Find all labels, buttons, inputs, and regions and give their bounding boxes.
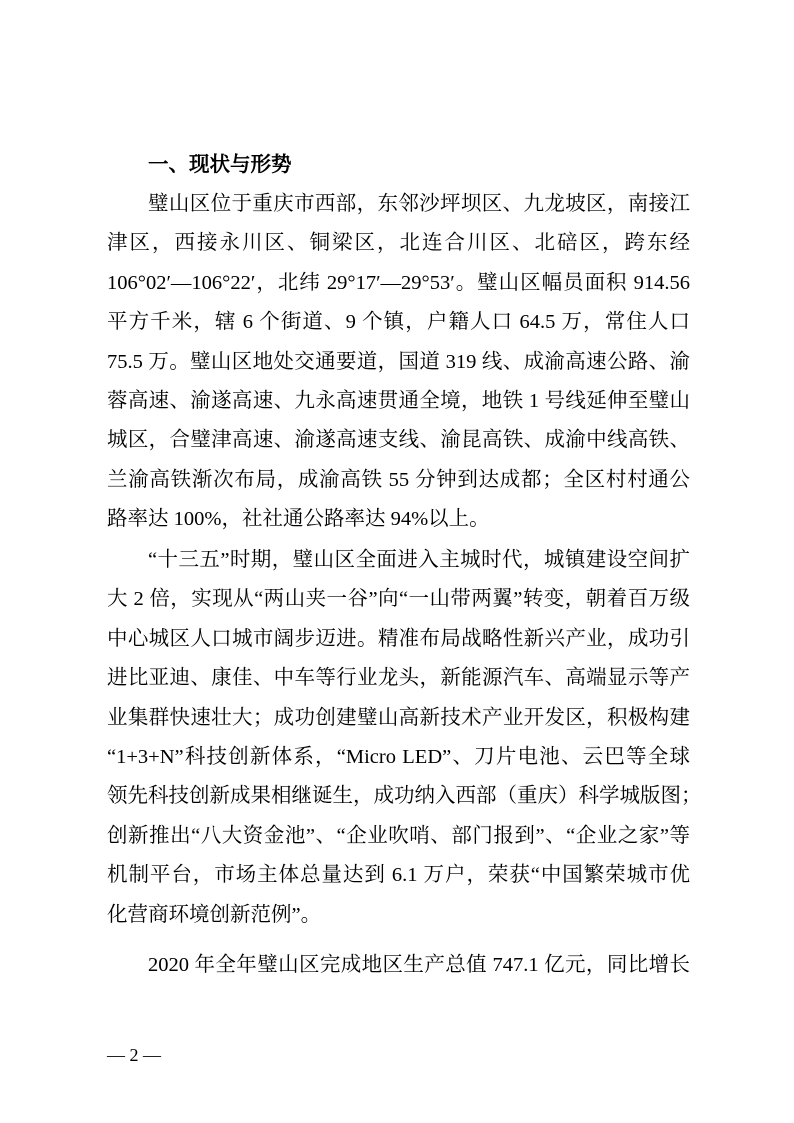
section-heading: 一、现状与形势 <box>148 152 292 176</box>
text-line: 2020 年全年璧山区完成地区生产总值 747.1 亿元，同比增长 <box>148 954 690 976</box>
text-line: 蓉高速、渝遂高速、九永高速贯通全境，地铁 1 号线延伸至璧山 <box>107 389 690 412</box>
text-line: 璧山区位于重庆市西部，东邻沙坪坝区、九龙坡区，南接江 <box>148 193 690 215</box>
text-line: 106°02′—106°22′，北纬 29°17′—29°53′。璧山区幅员面积 914.56 <box>107 271 690 294</box>
text-line: 大 2 倍，实现从“两山夹一谷”向“一山带两翼”转变，朝着百万级 <box>107 588 690 611</box>
text-line: 城区，合璧津高速、渝遂高速支线、渝昆高铁、成渝中线高铁、 <box>107 429 690 452</box>
page-number: — 2 — <box>107 1045 161 1065</box>
text-line: “1+3+N”科技创新体系，“Micro LED”、刀片电池、云巴等全球 <box>107 745 690 768</box>
text-line: 机制平台，市场主体总量达到 6.1 万户，荣获“中国繁荣城市优 <box>107 864 690 887</box>
text-line: 路率达 100%，社社通公路率达 94%以上。 <box>107 508 490 531</box>
text-line: 化营商环境创新范例”。 <box>107 903 322 926</box>
text-line: 平方千米，辖 6 个街道、9 个镇，户籍人口 64.5 万，常住人口 <box>107 311 690 334</box>
text-line: 领先科技创新成果相继诞生，成功纳入西部（重庆）科学城版图； <box>107 785 702 808</box>
text-line: “十三五”时期，璧山区全面进入主城时代，城镇建设空间扩 <box>148 549 690 571</box>
paragraph-location-transport <box>107 185 690 540</box>
text-line: 75.5 万。璧山区地处交通要道，国道 319 线、成渝高速公路、渝 <box>107 350 690 373</box>
text-line: 兰渝高铁渐次布局，成渝高铁 55 分钟到达成都；全区村村通公 <box>107 468 690 491</box>
paragraph-thirteenth-five-year <box>107 541 702 935</box>
text-line: 津区，西接永川区、铜梁区，北连合川区、北碚区，跨东经 <box>107 232 690 255</box>
text-line: 进比亚迪、康佳、中车等行业龙头，新能源汽车、高端显示等产 <box>107 667 690 690</box>
paragraph-gdp-2020 <box>107 946 690 985</box>
text-line: 创新推出“八大资金池”、“企业吹哨、部门报到”、“企业之家”等 <box>107 824 690 847</box>
text-line: 业集群快速壮大；成功创建璧山高新技术产业开发区，积极构建 <box>107 706 690 729</box>
text-line: 中心城区人口城市阔步迈进。精准布局战略性新兴产业，成功引 <box>107 627 690 650</box>
